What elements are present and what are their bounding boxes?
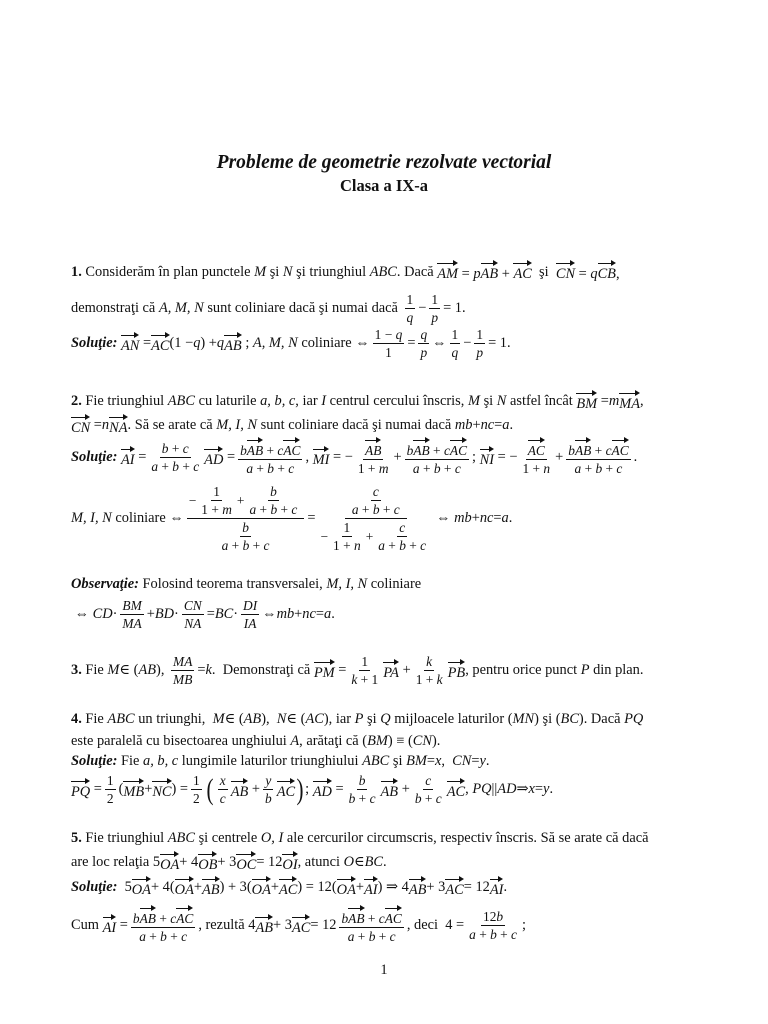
document-title: Probleme de geometrie rezolvate vectorial <box>216 152 552 173</box>
formula-am: AM = pAB + AC <box>437 262 532 283</box>
problem-4-number: 4. <box>71 711 82 727</box>
problem-5-statement-cont: are loc relaţia 5 OA + 4 OB + 3 OC = 12 OI , atunci O ∈ BC . <box>71 853 387 873</box>
problem-2-number: 2. <box>71 392 82 409</box>
problem-4-statement-cont: este paralelă cu bisectoarea unghiului A , arătaţi că ( BM ) ≡ ( CN ). <box>71 733 441 749</box>
formula-condition: 1 q − 1 p = 1. <box>406 292 466 325</box>
problem-3-statement: 3. Fie M ∈ ( AB ), MA MB = k . Demonstraţi că PM = 1 k + 1 PA + k 1 + k PB , pentru orice punct P din plan. <box>71 654 644 687</box>
problem-2-collinearity: M, I, N coliniare ⇔ − 1 1 + m + b a + b + c b a + b + c = c a + b + c − 1 1 + n + c a + b + c ⇔ mb + nc = a . <box>71 484 513 553</box>
problem-1-solution: Soluţie: AN = AC (1 − q ) + q AB ; A, M, N coliniare ⇔ 1 − q 1 = q p ⇔ 1 q − 1 p = 1. <box>71 327 511 360</box>
problem-5-number: 5. <box>71 830 82 846</box>
problem-5-statement: 5. Fie triunghiul ABC şi centrele O, I ale cercurilor circumscris, respectiv înscris. Să se arate că dacă <box>71 830 649 846</box>
problem-5-solution-cont: Cum AI = bAB + cAC a + b + c , rezultă 4 AB + 3 AC = 12 bAB + cAC a + b + c , deci 4 = 12b a + b + c ; <box>71 909 526 944</box>
observation-formula: ⇔ CD · BM MA + BD · CN NA = BC · DI IA ⇔ mb + nc = a . <box>71 598 335 631</box>
formula-cn: CN = qCB, <box>556 262 620 283</box>
problem-3-number: 3. <box>71 661 82 678</box>
problem-4-solution-formula: PQ = 1 2 ( MB + NC ) = 1 2 ( x c AB + y b AC ) ; AD = b b + c AB + c b + c AC , PQ || AD ⇒ x = y . <box>71 772 554 806</box>
problem-4-solution: Soluţie: Fie a, b, c lungimile laturilor triunghiului ABC şi BM = x , CN = y . <box>71 753 490 769</box>
problem-5-solution: Soluţie: 5 OA + 4( OA + AB ) + 3( OA + AC ) = 12( OA + AI ) ⇒ 4 AB + 3 AC = 12 AI . <box>71 878 508 898</box>
problem-2-statement: 2. Fie triunghiul ABC cu laturile a, b, c , iar I centrul cercului înscris, M şi N astfel încât BM = m MA , <box>71 392 644 412</box>
document-subtitle: Clasa a IX-a <box>339 176 428 195</box>
problem-2-statement-cont: CN = n NA . Să se arate că M, I, N sunt coliniare dacă şi numai dacă mb + nc = a . <box>71 416 514 436</box>
problem-1-statement: 1. Considerăm în plan punctele M şi N şi triunghiul ABC . Dacă AM = pAB + AC şi CN = qCB, <box>71 263 620 282</box>
observation-line: Observaţie: Folosind teorema transversalei, M, I, N coliniare <box>71 576 422 592</box>
page-number: 1 <box>380 962 388 978</box>
observation-label: Observaţie: <box>71 576 139 592</box>
problem-4-statement: 4. Fie ABC un triunghi, M ∈ ( AB ), N ∈ ( AC ) , iar P şi Q mijloacele laturilor ( MN ) şi ( BC ) . Dacă PQ <box>71 711 644 727</box>
problem-2-solution: Soluţie: AI = b + c a + b + c AD = bAB + cAC a + b + c , MI = − AB 1 + m + bAB + cAC a + b + c ; NI = − AC 1 + n + bAB + cAC a + b + c . <box>71 441 638 476</box>
problem-1-number: 1. <box>71 263 82 280</box>
solution-label: Soluţie: <box>71 334 118 351</box>
problem-1-statement-cont: demonstraţi că A, M, N sunt coliniare dacă şi numai dacă 1 q − 1 p = 1. <box>71 292 466 325</box>
